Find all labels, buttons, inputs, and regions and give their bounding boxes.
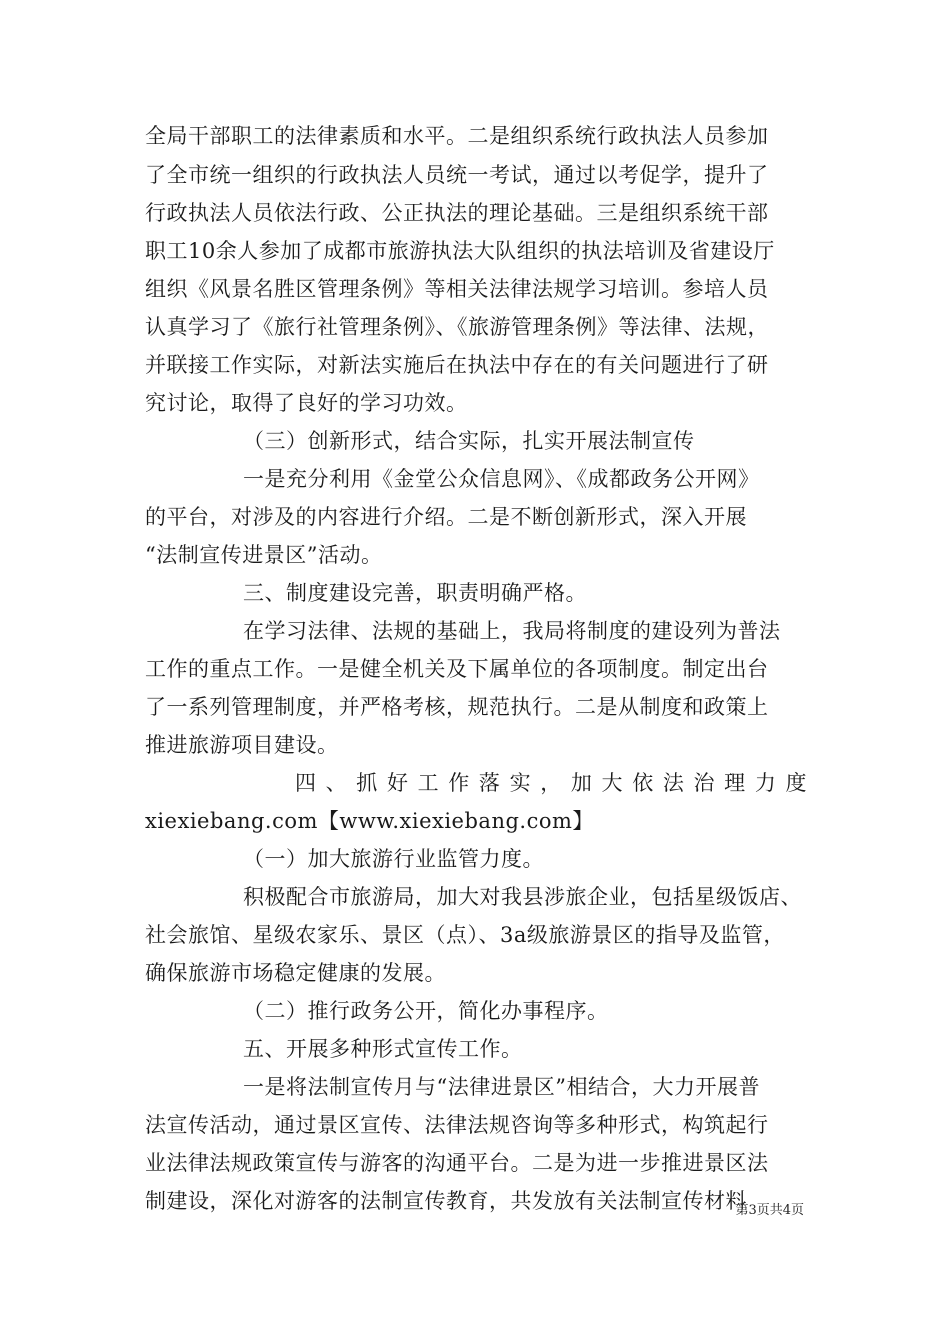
body-text-line: 行政执法人员依法行政、公正执法的理论基础。三是组织系统干部 xyxy=(145,201,769,225)
body-text-line: 究讨论，取得了良好的学习功效。 xyxy=(145,391,468,415)
body-text-line: 了一系列管理制度，并严格考核，规范执行。二是从制度和政策上 xyxy=(145,695,769,719)
body-text-line: 职工10余人参加了成都市旅游执法大队组织的执法培训及省建设厅 xyxy=(145,239,775,263)
body-text-line: 确保旅游市场稳定健康的发展。 xyxy=(145,961,446,985)
body-text-line: 并联接工作实际，对新法实施后在执法中存在的有关问题进行了研 xyxy=(145,353,769,377)
section-heading: 三、制度建设完善，职责明确严格。 xyxy=(243,581,587,605)
paragraph-first-line: 一是将法制宣传月与“法律进景区”相结合，大力开展普 xyxy=(243,1075,760,1099)
body-text-line: 法宣传活动，通过景区宣传、法律法规咨询等多种形式，构筑起行 xyxy=(145,1113,769,1137)
body-text-line: 的平台，对涉及的内容进行介绍。二是不断创新形式，深入开展 xyxy=(145,505,747,529)
paragraph-first-line: 积极配合市旅游局，加大对我县涉旅企业，包括星级饭店、 xyxy=(243,885,802,909)
body-text-line: 业法律法规政策宣传与游客的沟通平台。二是为进一步推进景区法 xyxy=(145,1151,769,1175)
section-heading: 四、抓好工作落实，加大依法治理力度 xyxy=(295,771,807,795)
body-text-line: 社会旅馆、星级农家乐、景区（点）、3a级旅游景区的指导及监管， xyxy=(145,923,785,947)
website-link-text: xiexiebang.com【www.xiexiebang.com】 xyxy=(145,809,594,833)
section-heading: 五、开展多种形式宣传工作。 xyxy=(243,1037,523,1061)
body-text-line: 推进旅游项目建设。 xyxy=(145,733,339,757)
body-text-line: 认真学习了《旅行社管理条例》、《旅游管理条例》等法律、法规， xyxy=(145,315,769,339)
body-text-line: 组织《风景名胜区管理条例》等相关法律法规学习培训。参培人员 xyxy=(145,277,769,301)
page-number: 第3页共4页 xyxy=(735,1203,804,1218)
section-subheading: （二）推行政务公开，简化办事程序。 xyxy=(243,999,609,1023)
body-text-line: “法制宣传进景区”活动。 xyxy=(145,543,383,567)
body-text-line: 全局干部职工的法律素质和水平。二是组织系统行政执法人员参加 xyxy=(145,124,769,148)
section-subheading: （三）创新形式，结合实际，扎实开展法制宣传 xyxy=(243,429,695,453)
section-subheading: （一）加大旅游行业监管力度。 xyxy=(243,847,544,871)
paragraph-first-line: 在学习法律、法规的基础上，我局将制度的建设列为普法 xyxy=(243,619,781,643)
paragraph-first-line: 一是充分利用《金堂公众信息网》、《成都政务公开网》 xyxy=(243,467,760,491)
body-text-line: 了全市统一组织的行政执法人员统一考试，通过以考促学，提升了 xyxy=(145,163,769,187)
body-text-line: 工作的重点工作。一是健全机关及下属单位的各项制度。制定出台 xyxy=(145,657,769,681)
body-text-line: 制建设，深化对游客的法制宣传教育，共发放有关法制宣传材料 xyxy=(145,1189,747,1213)
